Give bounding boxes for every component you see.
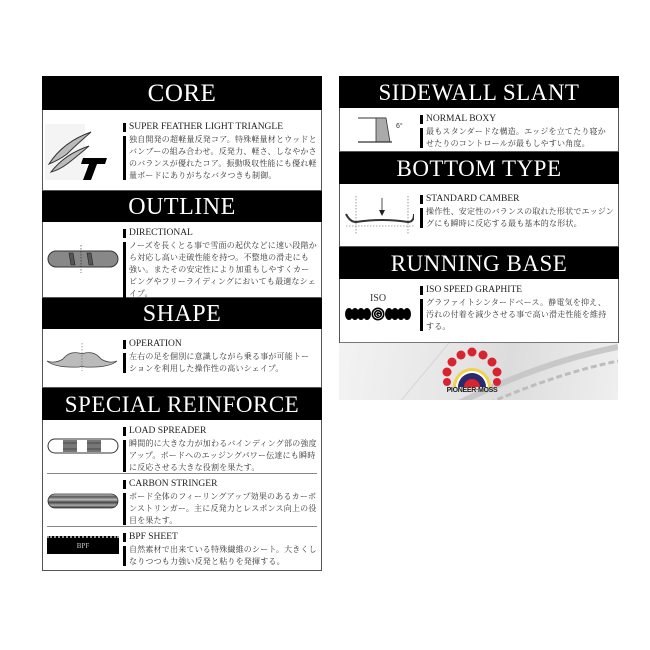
svg-text:G: G (375, 311, 381, 319)
list-item (340, 110, 618, 150)
item-title: LOAD SPREADER (123, 426, 317, 437)
item-title: SUPER FEATHER LIGHT TRIANGLE (123, 122, 317, 133)
svg-text:6°: 6° (396, 123, 403, 130)
directional-board-icon (47, 244, 119, 274)
list-item (340, 190, 618, 244)
item-description: 独自開発の超軽量反発コア。特殊軽量材とウッドとバンブーの組み合わせ。反発力、軽さ、しなやかさのバランスが優れたコア。振動吸収性能にも優れ軽量ボードにありがちなバタつきも制御。 (123, 134, 317, 182)
list-item (43, 118, 321, 188)
item-description: ノーズを長くとる事で雪面の起伏などに速い段階から対応し高い走破性能を持つ。不整地の滑走にも強い。またその安定性により加重もしやすくカービングやフリーライディングにおいても最適なシェイプ。 (123, 240, 317, 300)
item-title: DIRECTIONAL (123, 228, 317, 239)
divider (47, 473, 317, 474)
list-item (43, 224, 321, 296)
item-title: BPF SHEET (123, 532, 317, 543)
item-description: 操作性、安定性のバランスの取れた形状でエッジングにも瞬時に反応する最も基本的な形状。 (420, 206, 614, 230)
item-title: CARBON STRINGER (123, 479, 317, 490)
running-base-section (339, 279, 619, 343)
list-item (43, 475, 321, 525)
sidewall-slant-section (339, 108, 619, 152)
bottom-type-header: BOTTOM TYPE (339, 152, 619, 184)
item-title: ISO SPEED GRAPHITE (420, 285, 614, 296)
list-item (43, 422, 321, 470)
list-item (43, 528, 321, 570)
bottom-type-section (339, 184, 619, 247)
shape-section (42, 329, 322, 388)
sidewall-angle-icon (358, 116, 406, 146)
list-item (43, 335, 321, 385)
iso-graphite-icon (342, 293, 414, 321)
special-reinforce-header: SPECIAL REINFORCE (42, 388, 322, 420)
brand-name: PIONEER·MOSS (446, 387, 498, 394)
core-section (42, 110, 322, 191)
divider (47, 526, 317, 527)
item-title: STANDARD CAMBER (420, 194, 614, 205)
item-description: 左右の足を個別に意識しながら乗る事が可能トーションを利用した操作性の高いシェイプ。 (123, 351, 317, 375)
shape-header: SHAPE (42, 298, 322, 329)
item-description: 最もスタンダードな構造。エッジを立てたり寝かせたりのコントロールが最もしやすい角度。 (420, 126, 614, 150)
brand-banner (339, 343, 618, 400)
item-description: グラファイトシンタードベース。静電気を抑え、汚れの付着を減少させる事で高い滑走性能を維持する。 (420, 297, 614, 333)
item-title: NORMAL BOXY (420, 114, 614, 125)
item-description: ボード全体のフィーリングアップ効果のあるカーボンストリンガー。主に反発力とレスポンス向上の役目を果たす。 (123, 491, 317, 527)
carbon-stringer-icon (47, 491, 119, 511)
bpf-sheet-icon (47, 536, 119, 554)
outline-header: OUTLINE (42, 191, 322, 222)
item-title: OPERATION (123, 339, 317, 350)
load-spreader-icon (47, 436, 119, 456)
list-item (340, 281, 618, 337)
running-base-header: RUNNING BASE (339, 247, 619, 279)
item-description: 自然素材で出来ている特殊繊維のシート。大きくしなりつつも力強い反発と粘りを発揮する。 (123, 544, 317, 568)
outline-section (42, 222, 322, 298)
operation-shape-icon (45, 341, 119, 371)
special-reinforce-section (42, 420, 322, 571)
iso-label: ISO (369, 293, 387, 304)
item-description: 瞬間的に大きな力が加わるバインディング部の強度アップ。ボードへのエッジングパワー伝達にも瞬時に反応させる大きな役割を果たす。 (123, 438, 317, 474)
core-header: CORE (42, 76, 322, 110)
sidewall-slant-header: SIDEWALL SLANT (339, 76, 619, 108)
feather-triangle-logo-icon (45, 124, 109, 180)
bpf-label: BPF (76, 542, 90, 550)
camber-profile-icon (342, 190, 414, 234)
